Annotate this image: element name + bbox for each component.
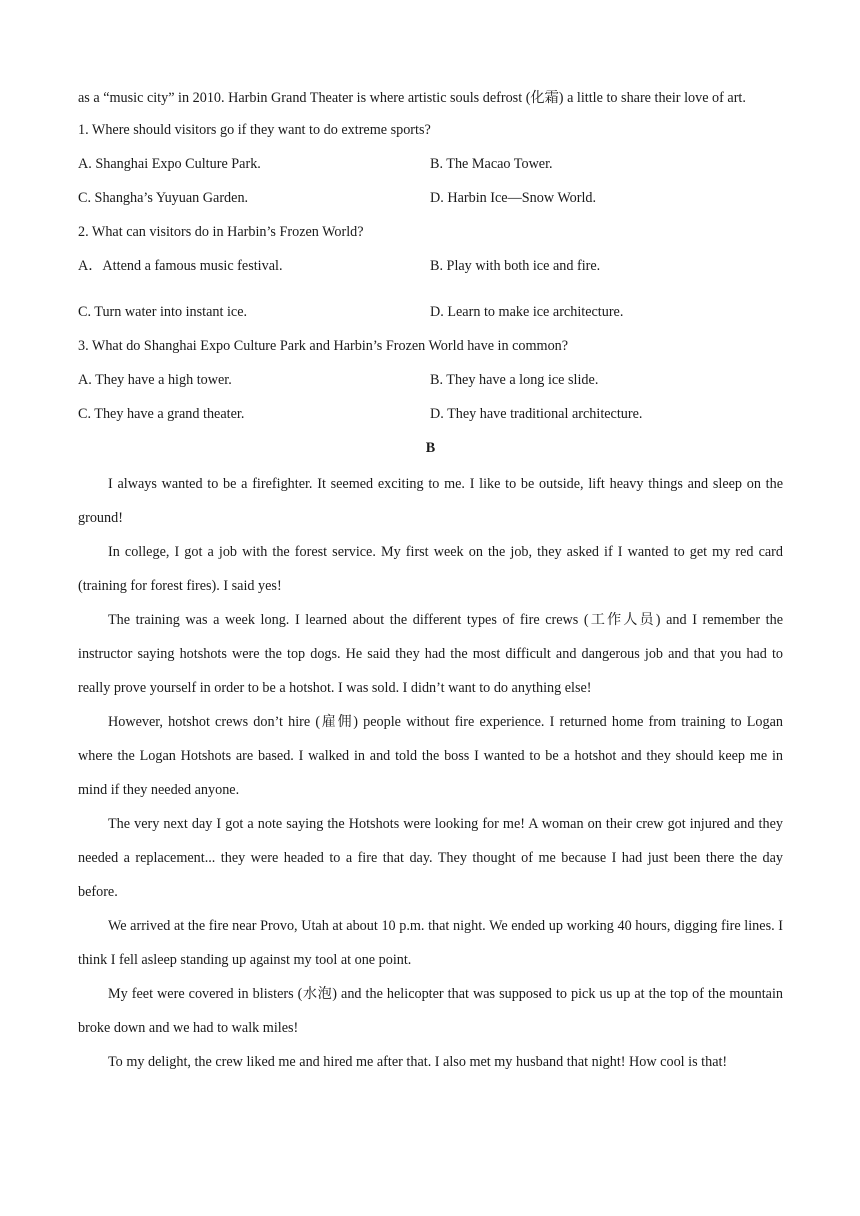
passage-paragraph: To my delight, the crew liked me and hired me after that. I also met my husband that night! How cool is that! bbox=[108, 1054, 728, 1070]
passage-paragraph: The training was a week long. I learned about the different types of fire crews (工作人员) and I remember the instructor saying hotshots were the top dogs. He said they had the most difficult and dangerous job and that you had to really prove yourself in order to be a hotshot. I was sold. I didn’t want to do anything else! bbox=[78, 612, 783, 696]
option-b: B. Play with both ice and fire. bbox=[430, 258, 601, 274]
option-a: A．Attend a famous music festival. bbox=[78, 258, 283, 274]
option-a: A. They have a high tower. bbox=[78, 372, 232, 388]
option-c: C. Turn water into instant ice. bbox=[78, 304, 248, 320]
passage-paragraph: We arrived at the fire near Provo, Utah at about 10 p.m. that night. We ended up working 40 hours, digging fire lines. I think I fell asleep standing up against my tool at one point. bbox=[78, 918, 783, 968]
passage-paragraph: My feet were covered in blisters (水泡) and the helicopter that was supposed to pick us up at the top of the mountain broke down and we had to walk miles! bbox=[78, 986, 783, 1036]
question-3 bbox=[78, 331, 783, 433]
section-heading: B bbox=[425, 440, 436, 456]
question-2 bbox=[78, 217, 783, 331]
option-row bbox=[78, 399, 783, 433]
option-d: D. Harbin Ice—Snow World. bbox=[430, 190, 597, 206]
document-page bbox=[78, 81, 783, 1079]
passage-paragraph: The very next day I got a note saying the Hotshots were looking for me! A woman on their crew got injured and they needed a replacement... they were headed to a fire that day. They thought of me because I had just been there the day before. bbox=[78, 816, 783, 900]
passage bbox=[78, 467, 783, 1079]
passage-paragraph: However, hotshot crews don’t hire (雇佣) people without fire experience. I returned home from training to Logan where the Logan Hotshots are based. I walked in and told the boss I wanted to be a hotshot and they should keep me in mind if they needed anyone. bbox=[78, 714, 783, 798]
question-stem: 1. Where should visitors go if they want to do extreme sports? bbox=[78, 122, 431, 138]
option-b: B. The Macao Tower. bbox=[430, 156, 553, 172]
option-row bbox=[78, 251, 783, 297]
option-d: D. Learn to make ice architecture. bbox=[430, 304, 624, 320]
option-row bbox=[78, 365, 783, 399]
question-stem: 2. What can visitors do in Harbin’s Frozen World? bbox=[78, 224, 364, 240]
option-c: C. They have a grand theater. bbox=[78, 406, 245, 422]
question-stem: 3. What do Shanghai Expo Culture Park and Harbin’s Frozen World have in common? bbox=[78, 338, 569, 354]
option-b: B. They have a long ice slide. bbox=[430, 372, 599, 388]
option-d: D. They have traditional architecture. bbox=[430, 406, 643, 422]
intro-paragraph: as a “music city” in 2010. Harbin Grand Theater is where artistic souls defrost (化霜) a little to share their love of art. bbox=[78, 90, 746, 106]
passage-paragraph: In college, I got a job with the forest service. My first week on the job, they asked if I wanted to get my red card (training for forest fires). I said yes! bbox=[78, 544, 783, 594]
option-row bbox=[78, 183, 783, 217]
question-1 bbox=[78, 115, 783, 217]
passage-paragraph: I always wanted to be a firefighter. It seemed exciting to me. I like to be outside, lift heavy things and sleep on the ground! bbox=[78, 476, 783, 526]
option-row bbox=[78, 297, 783, 331]
option-a: A. Shanghai Expo Culture Park. bbox=[78, 156, 261, 172]
option-row bbox=[78, 149, 783, 183]
option-c: C. Shangha’s Yuyuan Garden. bbox=[78, 190, 249, 206]
